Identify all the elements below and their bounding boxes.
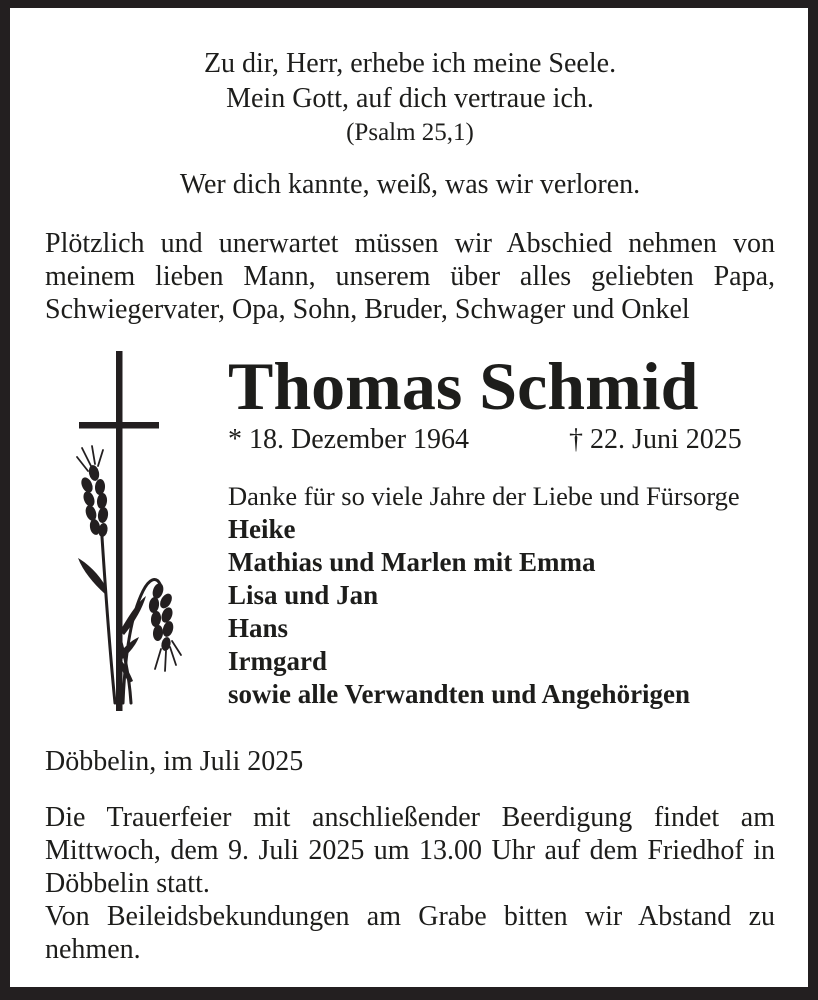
epigraph: Wer dich kannte, weiß, was wir verloren. [179, 169, 641, 200]
place-date: Döbbelin, im Juli 2025 [45, 746, 304, 777]
funeral-line: Die Trauerfeier mit anschließender Beerdigung findet am [45, 802, 775, 833]
mourner-name: Hans [228, 613, 289, 643]
funeral-announcement [45, 801, 775, 900]
intro-line: Plötzlich und unerwartet müssen wir Abschied nehmen von [45, 228, 775, 259]
memorial-text [185, 348, 775, 719]
psalm-verse [45, 46, 775, 116]
condolence-line: nehmen. [45, 934, 141, 965]
mourner-name: Mathias und Marlen mit Emma [228, 547, 596, 577]
cross-wheat-graphic [45, 351, 185, 719]
funeral-line: Döbbelin statt. [45, 868, 210, 899]
psalm-line-2: Mein Gott, auf dich vertraue ich. [226, 83, 594, 114]
mourner-name: Irmgard [228, 646, 327, 676]
memorial-section [45, 348, 775, 719]
psalm-line-1: Zu dir, Herr, erhebe ich meine Seele. [203, 48, 617, 79]
condolence-request [45, 900, 775, 966]
condolence-line: Von Beileidsbekundungen am Grabe bitten wir Abstand zu [45, 901, 775, 932]
intro-paragraph [45, 227, 775, 326]
mourner-name: Heike [228, 514, 296, 544]
intro-line: meinem lieben Mann, unserem über alles geliebten Papa, [45, 261, 775, 292]
deceased-name: Thomas Schmid [228, 348, 699, 424]
cross-wheat-icon [45, 351, 185, 711]
life-dates [228, 421, 775, 459]
obituary-content [10, 8, 808, 966]
funeral-line: Mittwoch, dem 9. Juli 2025 um 13.00 Uhr auf dem Friedhof in [45, 835, 775, 866]
death-date: † 22. Juni 2025 [569, 424, 742, 455]
mourner-name: Lisa und Jan [228, 580, 379, 610]
psalm-reference: (Psalm 25,1) [346, 119, 474, 146]
birth-date: * 18. Dezember 1964 [228, 424, 470, 455]
intro-line: Schwiegervater, Opa, Sohn, Bruder, Schwager und Onkel [45, 294, 690, 325]
mourner-name: sowie alle Verwandten und Angehörigen [228, 679, 691, 709]
mourners-list [228, 513, 775, 711]
thanks-line: Danke für so viele Jahre der Liebe und Fürsorge [228, 481, 740, 511]
